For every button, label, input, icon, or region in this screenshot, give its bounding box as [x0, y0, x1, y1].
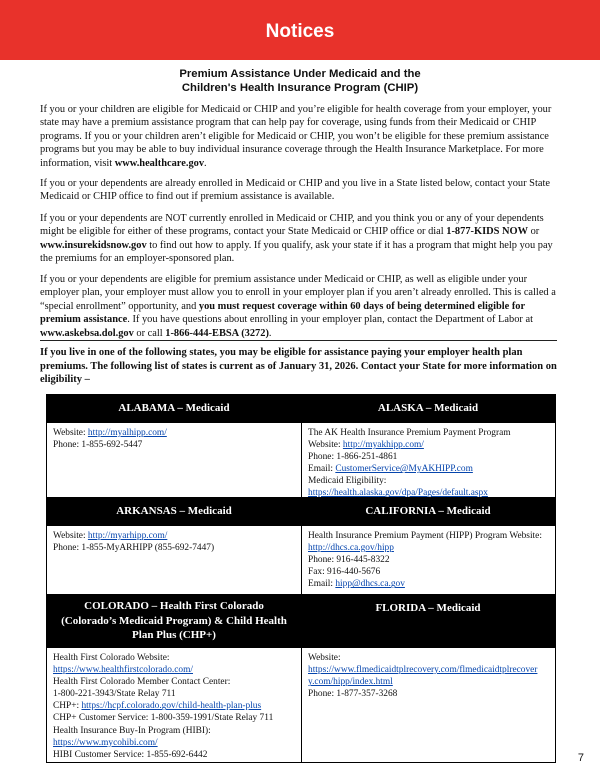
alaska-eligibility-link[interactable]: https://health.alaska.gov/dpa/Pages/default.aspx [308, 488, 488, 499]
colorado-hibi-label: Health Insurance Buy-In Program (HIBI): [53, 725, 211, 736]
insurekidsnow-text: www.insurekidsnow.gov [40, 239, 147, 251]
colorado-hibi-link[interactable]: https://www.mycohibi.com/ [53, 737, 158, 748]
california-phone: Phone: 916-445-8322 [308, 555, 390, 566]
florida-website-link-2[interactable]: y.com/hipp/index.html [308, 677, 393, 688]
divider [40, 340, 557, 341]
subtitle-line-2: Children's Health Insurance Program (CHIP) [181, 82, 419, 94]
table-header-row [47, 498, 555, 525]
california-email-link[interactable]: hipp@dhcs.ca.gov [335, 579, 405, 590]
arkansas-header: ARKANSAS – Medicaid [116, 505, 232, 518]
alaska-website-link[interactable]: http://myakhipp.com/ [342, 440, 424, 451]
florida-website-link-1[interactable]: https://www.flmedicaidtplrecovery.com/flmedicaidtplrecover [308, 665, 538, 676]
california-cell: Health Insurance Premium Payment (HIPP) Program Website: http://dhcs.ca.gov/hipp Phone: 916-445-8322 Fax: 916-440-5676 Email: hipp@dhcs.ca.gov [301, 526, 555, 594]
california-program: Health Insurance Premium Payment (HIPP) Program Website: [308, 531, 542, 541]
colorado-hfc-label: Health First Colorado Website: [53, 653, 170, 663]
alabama-phone: Phone: 1-855-692-5447 [53, 440, 143, 451]
california-website-link[interactable]: http://dhcs.ca.gov/hipp [308, 543, 394, 554]
colorado-center-phone: 1-800-221-3943/State Relay 711 [53, 689, 176, 700]
alaska-header: ALASKA – Medicaid [377, 402, 479, 415]
california-fax: Fax: 916-440-5676 [308, 567, 381, 578]
askebsa-text: www.askebsa.dol.gov [40, 327, 134, 339]
alaska-email-link[interactable]: CustomerService@MyAKHIPP.com [335, 464, 473, 475]
table-row [47, 422, 555, 498]
table-header-row [47, 595, 555, 647]
kids-now-phone: 1-877-KIDS NOW [446, 226, 528, 238]
colorado-center-label: Health First Colorado Member Contact Center: [53, 677, 231, 688]
california-header: CALIFORNIA – Medicaid [365, 505, 491, 518]
arkansas-website-link[interactable]: http://myarhipp.com/ [87, 531, 168, 541]
table-row [47, 647, 555, 762]
florida-cell [301, 648, 555, 762]
table-header-row [47, 395, 555, 422]
paragraph-eligibility: If you or your children are eligible for Medicaid or CHIP and you’re eligible for health coverage from your employer, your state may have a premium assistance program that can help pay for coverage, using funds from their Medicaid or CHIP programs. If you or your children aren’t eligible for Medicaid or CHIP, you won’t be eligible for these premium assistance programs but you may be able to buy individual insurance coverage through the Health Insurance Marketplace. For more information, visit www.healthcare.gov. [40, 104, 552, 169]
paragraph-enrolled: If you or your dependents are already enrolled in Medicaid or CHIP and you live in a State listed below, contact your State Medicaid or CHIP office to find out if premium assistance is available. [40, 178, 550, 203]
colorado-chp-link[interactable]: https://hcpf.colorado.gov/child-health-plan-plus [81, 701, 262, 712]
arkansas-cell: Website: http://myarhipp.com/ Phone: 1-855-MyARHIPP (855-692-7447) [47, 526, 301, 594]
arkansas-phone: Phone: 1-855-MyARHIPP (855-692-7447) [53, 543, 215, 554]
ebsa-phone: 1-866-444-EBSA (3272) [165, 327, 269, 339]
florida-phone: Phone: 1-877-357-3268 [308, 689, 398, 700]
alabama-cell: Website: http://myalhipp.com/ Phone: 1-855-692-5447 [47, 423, 301, 497]
florida-header: FLORIDA – Medicaid [375, 602, 481, 614]
colorado-hfc-link[interactable]: https://www.healthfirstcolorado.com/ [53, 665, 193, 676]
alaska-phone: Phone: 1-866-251-4861 [308, 452, 398, 463]
paragraph-special-enrollment: If you or your dependents are eligible for premium assistance under Medicaid or CHIP, as well as eligible under your employer plan, your employer must allow you to enroll in your employer plan if you aren’t already enrolled. This is called a “special enrollment” opportunity, and you must request coverage within 60 days of being determined eligible for premium assistance. If you have questions about enrolling in your employer plan, contact the Department of Labor at www.askebsa.dol.gov or call 1-866-444-EBSA (3272). [40, 274, 556, 339]
alabama-website-link[interactable]: http://myalhipp.com/ [87, 428, 167, 438]
colorado-hibi-service: HIBI Customer Service: 1-855-692-6442 [53, 749, 208, 760]
florida-website-label: Website: [308, 653, 341, 663]
colorado-chp-service: CHP+ Customer Service: 1-800-359-1991/State Relay 711 [53, 713, 274, 724]
alaska-program: The AK Health Insurance Premium Payment Program [308, 428, 511, 438]
table-row [47, 525, 555, 595]
subtitle-line-1: Premium Assistance Under Medicaid and the [179, 68, 421, 80]
page-title: Notices [265, 21, 335, 42]
alabama-header: ALABAMA – Medicaid [118, 402, 230, 415]
states-intro: If you live in one of the following states, you may be eligible for assistance paying your employer health plan premiums. The following list of states is current as of January 31, 2026. Contact your State for more information on eligibility – [40, 347, 557, 386]
alaska-cell: The AK Health Insurance Premium Payment Program Website: http://myakhipp.com/ Phone: 1-866-251-4861 Email: CustomerService@MyAKHIPP.com Medicaid Eligibility: https://health.alaska.gov/dpa/Pages/default.aspx [301, 423, 555, 497]
alaska-eligibility-label: Medicaid Eligibility: [308, 476, 387, 487]
healthcare-gov-text: www.healthcare.gov [114, 157, 205, 169]
sixty-day-notice: you must request coverage within 60 days of being determined eligible for premium assistance [40, 300, 525, 326]
colorado-cell: Health First Colorado Website: https://www.healthfirstcolorado.com/ Health First Colorado Member Contact Center: 1-800-221-3943/State Relay 711 CHP+: https://hcpf.colorado.gov/child-health-plan-plus CHP+ Customer Service: 1-800-359-1991/State Relay 711 Health Insurance Buy-In Program (HIBI): https://www.mycohibi.com/ HIBI Customer Service: 1-855-692-6442 [47, 648, 301, 762]
notice-subtitle [40, 67, 560, 95]
colorado-header: COLORADO – Health First Colorado (Colorado’s Medicaid Program) & Child Health Plan Plus (CHP+) [61, 600, 287, 642]
page-number: 7 [577, 752, 584, 764]
states-table [46, 394, 556, 763]
paragraph-not-enrolled: If you or your dependents are NOT currently enrolled in Medicaid or CHIP, and you think you or any of your dependents might be eligible for either of these programs, contact your State Medicaid or CHIP office or dial 1-877-KIDS NOW or www.insurekidsnow.gov to find out how to apply. If you qualify, ask your state if it has a program that might help you pay the premiums for an employer-sponsored plan. [40, 213, 553, 265]
